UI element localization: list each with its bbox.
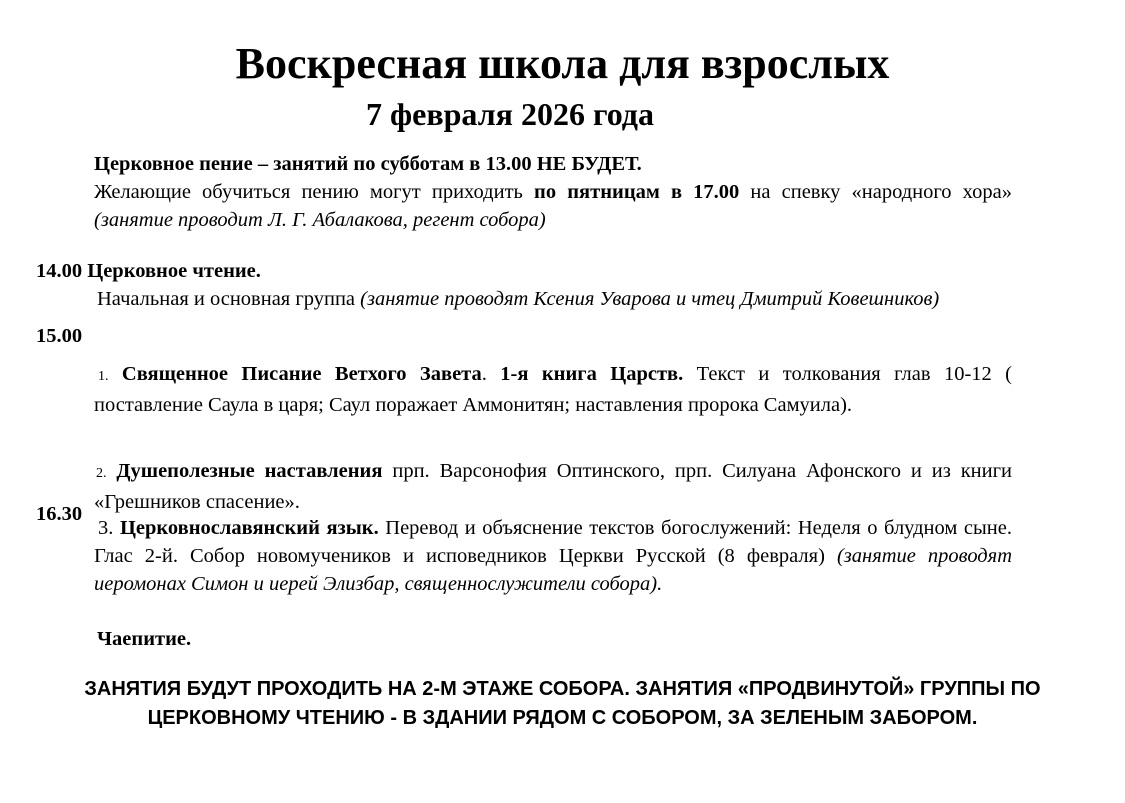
tea <box>94 625 1012 653</box>
item-1 <box>94 360 1012 419</box>
reading-note: (занятие проводят Ксения Уварова и чтец Дмитрий Ковешников) <box>360 288 940 310</box>
reading-text: Начальная и основная группа <box>97 288 361 310</box>
item-2-number: 2. <box>96 466 107 481</box>
item-1-sep: . <box>481 363 501 385</box>
reading-heading: Церковное чтение. <box>87 260 261 282</box>
reading-paragraph <box>94 285 1012 313</box>
item-1-text: Текст и толкования глав 10-12 ( поставление Саула в царя; Саул поражает Аммонитян; наставления пророка Самуила). <box>94 363 1013 416</box>
item-1-number: 1. <box>98 369 109 384</box>
item-3-number: 3. <box>98 517 114 539</box>
singing-text-bold: по пятницам в 17.00 <box>534 181 740 203</box>
singing-note: (занятие проводит Л. Г. Абалакова, регент собора) <box>94 209 546 231</box>
singing-heading <box>94 150 1012 178</box>
singing-paragraph <box>94 178 1012 234</box>
time-1400 <box>36 257 261 285</box>
page-date: 7 февраля 2026 года <box>366 96 654 132</box>
item-2-text: прп. Варсонофия Оптинского, прп. Силуана Афонского и из книги «Грешников спасение». <box>94 460 1012 513</box>
time-1400-value: 14.00 <box>36 260 83 282</box>
item-3-title: Церковнославянский язык. <box>119 517 379 539</box>
tea-text: Чаепитие. <box>97 628 192 650</box>
item-3-text: Перевод и объяснение текстов богослужений: Неделя о блудном сыне. Глас 2-й. Собор новомучеников и исповедников Церкви Русской (8 февраля) <box>94 517 1012 567</box>
item-2-title: Душеполезные наставления <box>116 460 383 482</box>
singing-text-a: Желающие обучиться пению могут приходить <box>94 181 535 203</box>
singing-heading-text: Церковное пение – занятий по субботам в 13.00 НЕ БУДЕТ. <box>94 153 642 175</box>
singing-text-b: на спевку «народного хора» <box>739 181 1012 203</box>
page-title: Воскресная школа для взрослых <box>235 39 890 88</box>
item-2 <box>94 457 1012 516</box>
time-1630: 16.30 <box>36 503 83 525</box>
item-1-subtitle: 1-я книга Царств. <box>500 363 684 385</box>
item-3-note: (занятие проводят иеромонах Симон и иерей Элизбар, священнослужители собора). <box>94 545 1012 595</box>
item-3 <box>94 514 1012 598</box>
footer-notice: ЗАНЯТИЯ БУДУТ ПРОХОДИТЬ НА 2-М ЭТАЖЕ СОБОРА. ЗАНЯТИЯ «ПРОДВИНУТОЙ» ГРУППЫ ПО ЦЕРКОВНОМУ ЧТЕНИЮ - В ЗДАНИИ РЯДОМ С СОБОРОМ, ЗА ЗЕЛЕНЫМ ЗАБОРОМ. <box>84 678 1041 729</box>
time-1500: 15.00 <box>36 325 83 347</box>
item-1-title: Священное Писание Ветхого Завета <box>121 363 482 385</box>
